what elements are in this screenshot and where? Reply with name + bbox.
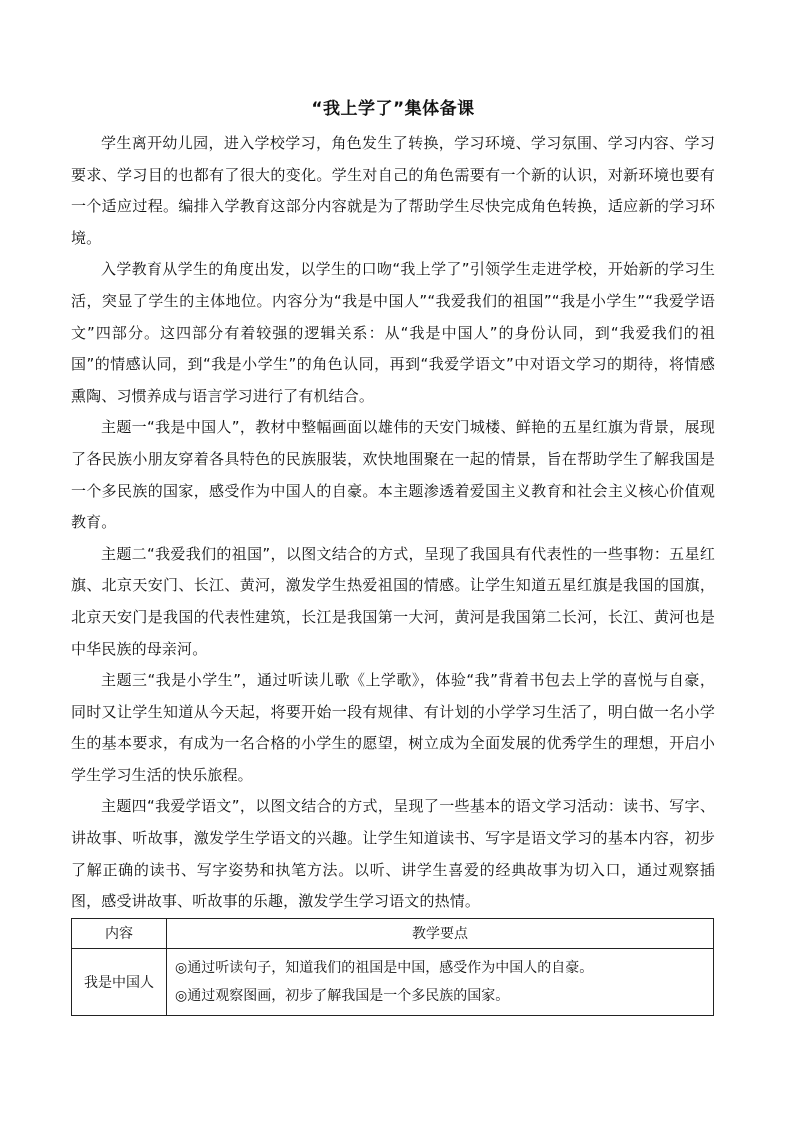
teaching-points-table [71,918,714,1016]
table-row [72,948,714,1015]
table-header-row [72,918,714,948]
teaching-point: ◎通过听读句子，知道我们的祖国是中国，感受作为中国人的自豪。 [175,959,594,976]
row-topic: 我是中国人 [72,948,167,1015]
paragraph-intro: 学生离开幼儿园，进入学校学习，角色发生了转换，学习环境、学习氛围、学习内容、学习要求、学习目的也都有了很大的变化。学生对自己的角色需要有一个新的认识，对新环境也要有一个适应过程。编排入学教育这部分内容就是为了帮助学生尽快完成角色转换，适应新的学习环境。 [71,134,715,247]
paragraph-theme-2: 主题二“我爱我们的祖国”，以图文结合的方式，呈现了我国具有代表性的一些事物：五星红旗、北京天安门、长江、黄河，激发学生热爱祖国的情感。让学生知道五星红旗是我国的国旗，北京天安门是我国的代表性建筑，长江是我国第一大河，黄河是我国第二长河，长江、黄河也是中华民族的母亲河。 [71,544,715,658]
paragraph-theme-1: 主题一“我是中国人”，教材中整幅画面以雄伟的天安门城楼、鲜艳的五星红旗为背景，展现了各民族小朋友穿着各具特色的民族服装，欢快地围聚在一起的情景，旨在帮助学生了解我国是一个多民族的国家，感受作为中国人的自豪。本主题渗透着爱国主义教育和社会主义核心价值观教育。 [71,418,715,532]
row-teaching-points [167,948,714,1015]
teaching-point: ◎通过观察图画，初步了解我国是一个多民族的国家。 [175,987,510,1004]
document-page [71,96,715,1016]
header-content: 内容 [72,918,167,948]
header-teaching-points: 教学要点 [167,918,714,948]
paragraph-overview: 入学教育从学生的角度出发，以学生的口吻“我上学了”引领学生走进学校，开始新的学习生活，突显了学生的主体地位。内容分为“我是中国人”“我爱我们的祖国”“我是小学生”“我爱学语文”四部分。这四部分有着较强的逻辑关系：从“我是中国人”的身份认同，到“我爱我们的祖国”的情感认同，到“我是小学生”的角色认同，再到“我爱学语文”中对语文学习的期待，将情感熏陶、习惯养成与语言学习进行了有机结合。 [71,260,715,405]
paragraph-theme-3: 主题三“我是小学生”，通过听读儿歌《上学歌》，体验“我”背着书包去上学的喜悦与自豪，同时又让学生知道从今天起，将要开始一段有规律、有计划的小学学习生活了，明白做一名小学生的基本要求，有成为一名合格的小学生的愿望，树立成为全面发展的优秀学生的理想，开启小学生学习生活的快乐旅程。 [71,671,715,784]
paragraph-theme-4: 主题四“我爱学语文”，以图文结合的方式，呈现了一些基本的语文学习活动：读书、写字、讲故事、听故事，激发学生学语文的兴趣。让学生知道读书、写字是语文学习的基本内容，初步了解正确的读书、写字姿势和执笔方法。以听、讲学生喜爱的经典故事为切入口，通过观察插图，感受讲故事、听故事的乐趣，激发学生学习语文的热情。 [71,797,715,911]
document-title: “我上学了”集体备课 [311,99,475,119]
